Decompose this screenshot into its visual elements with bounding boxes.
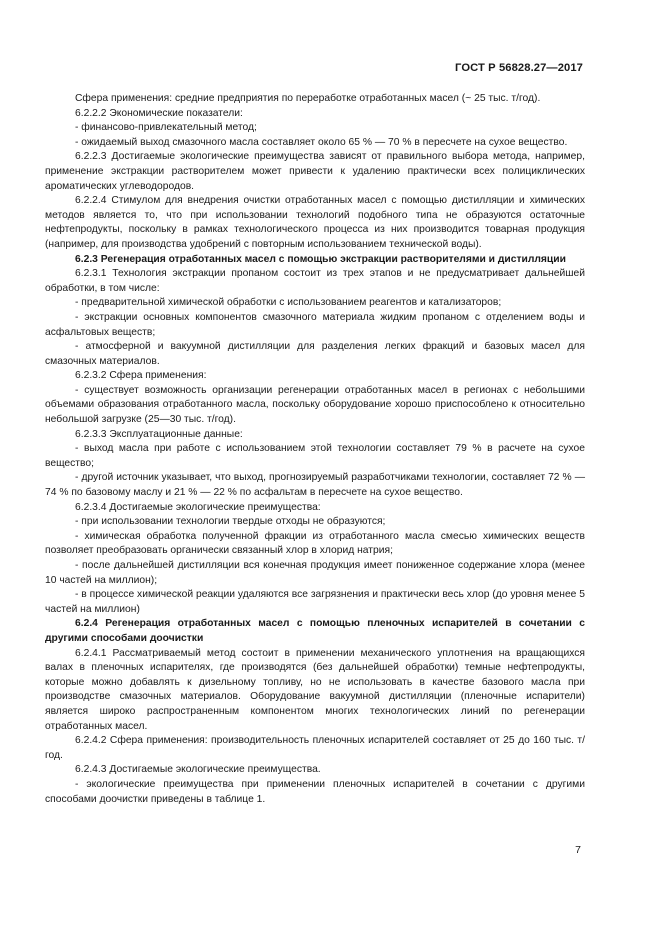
scope-paragraph: Сфера применения: средние предприятия по переработке отработанных масел (~ 25 тыс. т/год). — [75, 93, 541, 104]
list-item: - экологические преимущества при применении пленочных испарителей в сочетании с другими способами доочистки приведены в таблице 1. — [45, 778, 585, 805]
list-item: - при использовании технологии твердые отходы не образуются; — [75, 516, 386, 528]
list-item: - существует возможность организации регенерации отработанных масел в регионах с небольшими объемами образования отработанного масла, поскольку оборудование хорошо приспособлено к относительно небольшой загрузке (25—30 тыс. т/год). — [45, 384, 585, 426]
section-6-2-4-heading: 6.2.4 Регенерация отработанных масел с помощью пленочных испарителей в сочетании с другими способами доочистки — [45, 618, 585, 644]
section-6-2-4-2-paragraph: 6.2.4.2 Сфера применения: производительность пленочных испарителей составляет от 25 до 160 тыс. т/год. — [45, 735, 585, 761]
page-number: 7 — [575, 844, 581, 856]
section-6-2-3-3-heading: 6.2.3.3 Эксплуатационные данные: — [75, 428, 243, 440]
list-item: - химическая обработка полученной фракции из отработанного масла смесью химических веществ позволяет преобразовать органически связанный хлор в хлорид натрия; — [45, 530, 585, 557]
section-6-2-3-heading: 6.2.3 Регенерация отработанных масел с помощью экстракции растворителями и дистилляции — [75, 253, 566, 265]
list-item: - атмосферной и вакуумной дистилляции для разделения легких фракций и базовых масел для смазочных материалов. — [45, 341, 585, 367]
list-item: - предварительной химической обработки с использованием реагентов и катализаторов; — [75, 297, 502, 309]
section-6-2-3-4-heading: 6.2.3.4 Достигаемые экологические преимущества: — [75, 501, 321, 513]
list-item: - ожидаемый выход смазочного масла составляет около 65 % — 70 % в пересчете на сухое вещество. — [75, 136, 568, 148]
list-item: - после дальнейшей дистилляции вся конечная продукция имеет пониженное содержание хлора (менее 10 частей на миллион); — [45, 560, 585, 586]
section-6-2-2-4-paragraph: 6.2.2.4 Стимулом для внедрения очистки отработанных масел с помощью дистилляции и химических методов является то, что при использовании технологий подобного типа не образуются остаточные нефтепродукты, поскольку в рамках технологического процесса из них производится товарная продукция (например, для производства удобрений с повторным использованием технической воды). — [45, 195, 585, 250]
section-6-2-2-2-heading: 6.2.2.2 Экономические показатели: — [75, 107, 243, 119]
list-item: - в процессе химической реакции удаляются все загрязнения и практически весь хлор (до уровня менее 5 частей на миллион) — [45, 589, 585, 615]
document-header: ГОСТ Р 56828.27—2017 — [455, 62, 583, 74]
list-item: - экстракции основных компонентов смазочного материала жидким пропаном с отделением воды и асфальтовых веществ; — [45, 311, 585, 338]
list-item: - другой источник указывает, что выход, прогнозируемый разработчиками технологии, составляет 72 % — 74 % по базовому маслу и 21 % — 22 % по асфальтам в пересчете на сухое вещество. — [45, 472, 585, 499]
list-item: - финансово-привлекательный метод; — [75, 122, 257, 134]
section-6-2-3-2-heading: 6.2.3.2 Сфера применения: — [75, 370, 207, 382]
section-6-2-2-3-paragraph: 6.2.2.3 Достигаемые экологические преимущества зависят от правильного выбора метода, например, применение экстракции растворителем может привести к удалению практически всех полициклических ароматических углеводородов. — [45, 151, 585, 192]
list-item: - выход масла при работе с использованием этой технологии составляет 79 % в расчете на сухое вещество; — [45, 443, 585, 469]
section-6-2-3-1-paragraph: 6.2.3.1 Технология экстракции пропаном состоит из трех этапов и не предусматривает дальнейшей обработки, в том числе: — [45, 268, 585, 294]
section-6-2-4-1-paragraph: 6.2.4.1 Рассматриваемый метод состоит в применении механического уплотнения на вращающихся валах в пленочных испарителях, где производятся (без дальнейшей обработки) темные нефтепродукты, которые можно добавлять к дизельному топливу, но не использовать в качестве базового масла при производстве смазочных материалов. Оборудование вакуумной дистилляции (пленочные испарители) является широко распространенным компонентом многих технологических линий по регенерации отработанных масел. — [45, 647, 585, 732]
document-body — [45, 92, 585, 807]
section-6-2-4-3-heading: 6.2.4.3 Достигаемые экологические преимущества. — [75, 764, 321, 776]
